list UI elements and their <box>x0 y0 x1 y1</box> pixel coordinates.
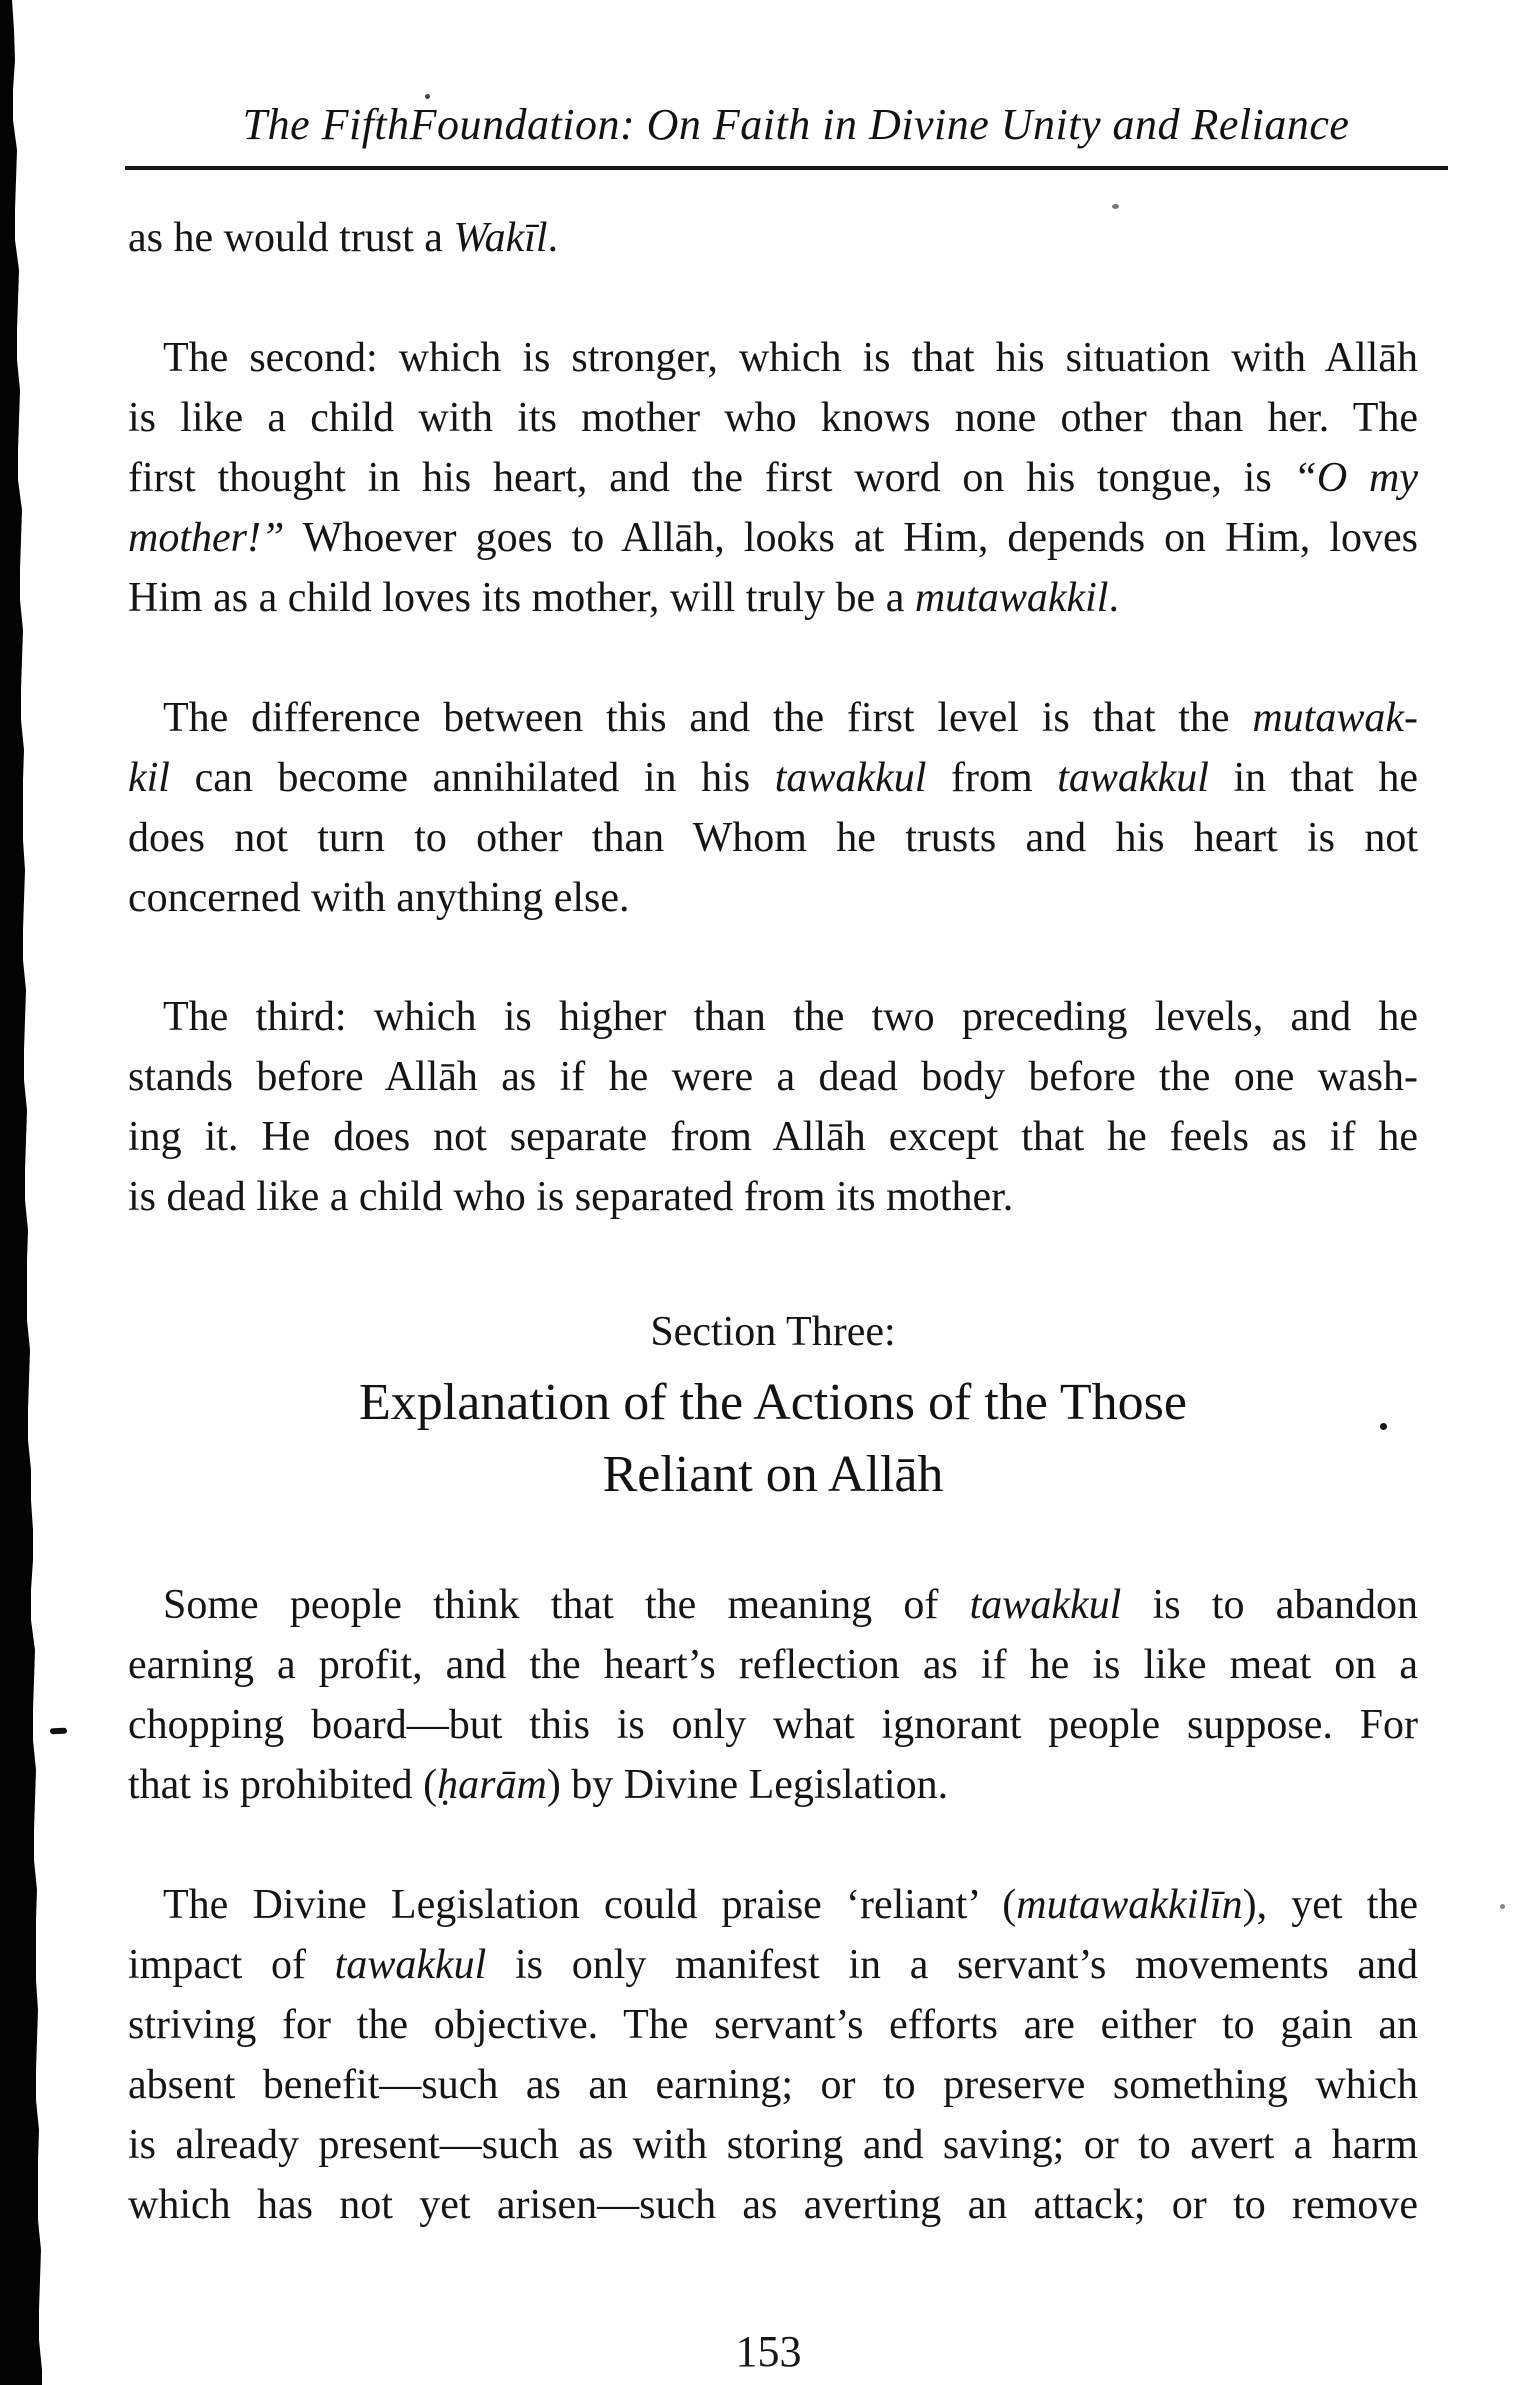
text-segment: mutawak- <box>1252 695 1418 741</box>
text-line-content <box>128 568 1119 628</box>
text-line-content <box>128 1935 1418 1995</box>
text-segment: is dead like a child who is separated from its mother. <box>128 1174 1014 1220</box>
paragraph-difference <box>128 688 1418 928</box>
text-line <box>128 568 1418 628</box>
text-segment: chopping board—but this is only what ignorant people suppose. For <box>128 1702 1418 1748</box>
scan-gutter-shadow <box>0 0 60 2385</box>
text-segment: The difference between this and the first level is that the <box>163 695 1253 741</box>
text-line-content <box>128 1995 1418 2055</box>
paragraph-divine-legislation <box>128 1875 1418 2235</box>
text-segment: in that he <box>1208 755 1418 801</box>
text-segment: earning a profit, and the heart’s reflection as if he is like meat on a <box>128 1642 1418 1688</box>
text-segment: absent benefit—such as an earning; or to preserve something which <box>128 2062 1418 2108</box>
text-segment: tawakkul <box>334 1942 487 1988</box>
text-segment: stands before Allāh as if he were a dead body before the one wash- <box>128 1054 1418 1100</box>
text-segment: ), yet the <box>1242 1882 1419 1928</box>
text-line <box>128 2115 1418 2175</box>
paragraph-continuation <box>128 208 1418 268</box>
text-segment: ing it. He does not separate from Allāh except that he feels as if he <box>128 1114 1418 1160</box>
text-segment: The second: which is stronger, which is that his situation with Allāh <box>163 335 1418 381</box>
text-line <box>128 1167 1418 1227</box>
text-segment: Some people think that the meaning of <box>163 1582 970 1628</box>
text-segment: is only manifest in a servant’s movements and <box>486 1942 1418 1988</box>
text-segment: which has not yet arisen—such as averting an attack; or to remove <box>128 2182 1418 2228</box>
text-segment: impact of <box>128 1942 335 1988</box>
text-segment: mutawakkilīn <box>1016 1882 1243 1928</box>
text-segment: tawakkul <box>1057 755 1209 801</box>
section-kicker: Section Three: <box>650 1309 896 1355</box>
text-segment: mutawakkil <box>914 575 1109 621</box>
text-line-content <box>128 808 1418 868</box>
text-line-content <box>128 1755 948 1815</box>
text-line <box>128 987 1418 1047</box>
text-line <box>128 208 1418 268</box>
text-line <box>128 1635 1418 1695</box>
paragraph-second-level <box>128 328 1418 628</box>
text-segment: is like a child with its mother who knows none other than her. The <box>128 395 1418 441</box>
text-segment: Whoever goes to Allāh, looks at Him, depends on Him, loves <box>284 515 1418 561</box>
text-line <box>128 1755 1418 1815</box>
scan-speck <box>1380 1423 1387 1430</box>
text-segment: that is prohibited ( <box>128 1762 438 1808</box>
text-line <box>128 388 1418 448</box>
text-line-content <box>128 1695 1418 1755</box>
text-line <box>128 1107 1418 1167</box>
text-segment: is already present—such as with storing and saving; or to avert a harm <box>128 2122 1418 2168</box>
text-line <box>128 688 1418 748</box>
text-segment: mother!” <box>128 515 285 561</box>
text-segment: from <box>926 755 1058 801</box>
text-line <box>128 1995 1418 2055</box>
text-segment: is to abandon <box>1121 1582 1419 1628</box>
paragraph-third-level <box>128 987 1418 1227</box>
text-line <box>128 748 1418 808</box>
text-segment: kil <box>128 755 170 801</box>
text-line <box>128 508 1418 568</box>
text-line <box>128 448 1418 508</box>
text-segment: can become annihilated in his <box>169 755 775 801</box>
text-segment: The third: which is higher than the two preceding levels, and he <box>163 994 1418 1040</box>
text-line-content <box>128 208 558 268</box>
text-line-content <box>128 2175 1418 2235</box>
text-segment: Him as a child loves its mother, will truly be a <box>128 575 915 621</box>
text-line-content <box>128 2115 1418 2175</box>
text-line <box>128 1935 1418 1995</box>
text-segment: . <box>1108 575 1119 621</box>
text-line <box>128 2055 1418 2115</box>
section-title-line2: Reliant on Allāh <box>602 1446 944 1503</box>
text-segment: first thought in his heart, and the first word on his tongue, is <box>128 455 1294 501</box>
text-segment: ) by Divine Legislation. <box>546 1762 949 1808</box>
text-segment: does not turn to other than Whom he trusts and his heart is not <box>128 815 1418 861</box>
text-line-content <box>128 2055 1418 2115</box>
text-segment: as he would trust a <box>128 215 454 261</box>
page-number: 153 <box>735 2327 802 2376</box>
text-line <box>128 808 1418 868</box>
text-line-content <box>128 508 1418 568</box>
text-line-content <box>128 1047 1418 1107</box>
section-title-line1: Explanation of the Actions of the Those <box>359 1374 1187 1431</box>
scan-speck <box>1500 1904 1505 1909</box>
text-segment: “O my <box>1293 455 1418 501</box>
text-line-content <box>163 1875 1418 1935</box>
section-title <box>128 1367 1418 1511</box>
text-segment: . <box>547 215 559 261</box>
text-line <box>128 2175 1418 2235</box>
running-header-title: The FifthFoundation: On Faith in Divine Unity and Reliance <box>242 100 1350 149</box>
text-line-content <box>128 1107 1418 1167</box>
text-segment: concerned with anything else. <box>128 875 630 921</box>
text-line-content <box>128 1635 1418 1695</box>
text-line-content <box>128 868 630 928</box>
text-line-content <box>163 688 1418 748</box>
text-line <box>128 1575 1418 1635</box>
paragraph-some-people <box>128 1575 1418 1815</box>
text-segment: tawakkul <box>969 1582 1122 1628</box>
text-line-content <box>163 1575 1418 1635</box>
text-line <box>128 328 1418 388</box>
text-segment: striving for the objective. The servant’s efforts are either to gain an <box>128 2002 1418 2048</box>
text-line <box>128 868 1418 928</box>
text-line-content <box>128 748 1418 808</box>
text-line-content <box>128 448 1418 508</box>
text-line <box>128 1047 1418 1107</box>
text-segment: tawakkul <box>774 755 927 801</box>
text-line-content <box>163 328 1418 388</box>
header-rule <box>125 166 1448 170</box>
text-line <box>128 1875 1418 1935</box>
margin-dash-mark <box>50 1728 67 1735</box>
text-line <box>128 1695 1418 1755</box>
text-segment: Wakīl <box>453 215 548 261</box>
text-segment: The Divine Legislation could praise ‘reliant’ ( <box>163 1882 1017 1928</box>
scan-speck <box>1112 204 1119 209</box>
text-line-content <box>163 987 1418 1047</box>
text-line-content <box>128 1167 1013 1227</box>
text-line-content <box>128 388 1418 448</box>
text-segment: ḥarām <box>437 1762 547 1808</box>
scan-speck <box>425 94 430 99</box>
